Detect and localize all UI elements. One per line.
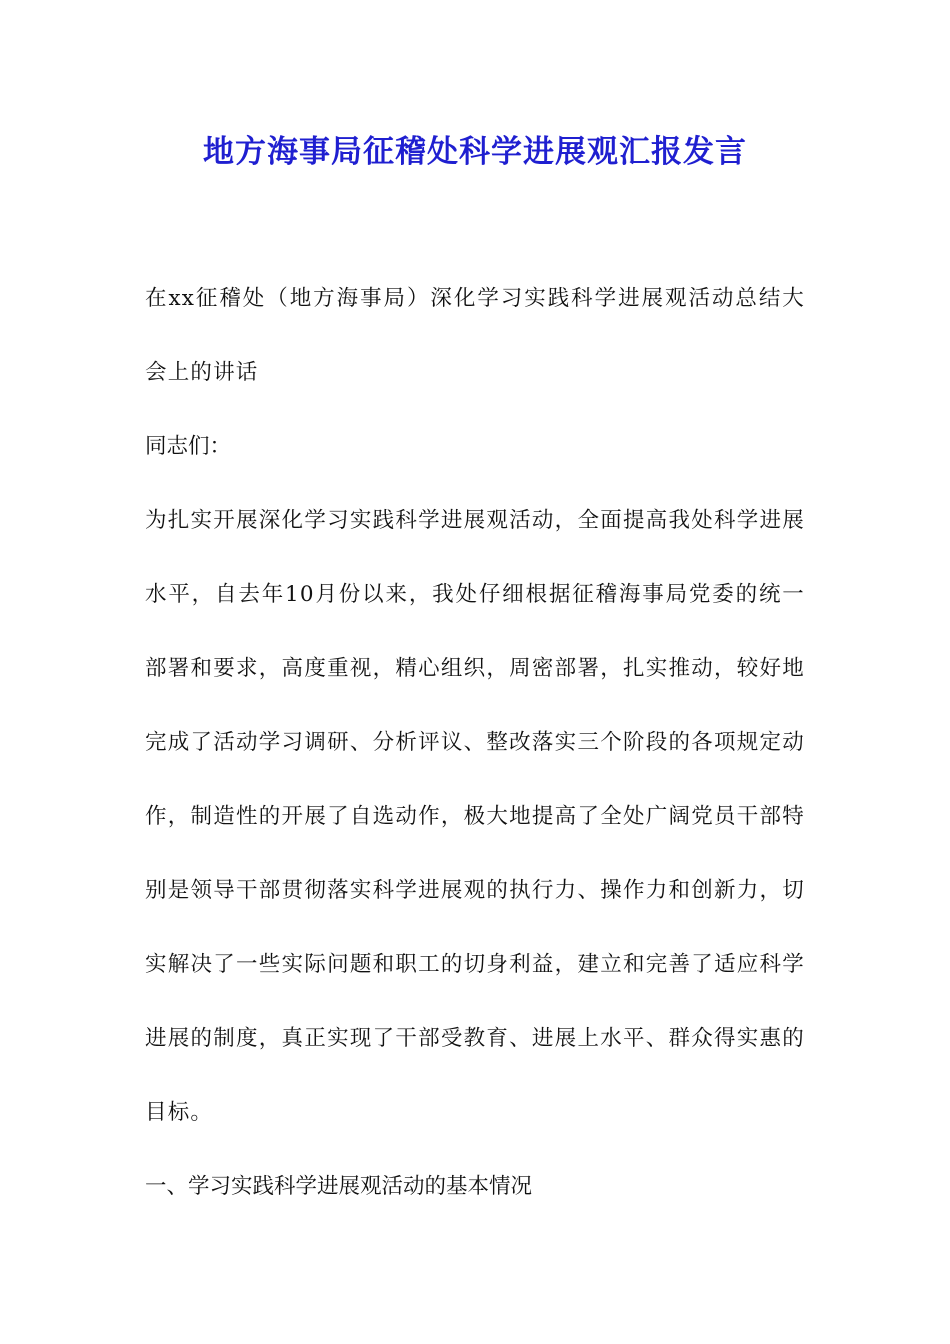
document-title: 地方海事局征稽处科学进展观汇报发言 xyxy=(203,134,747,170)
body-paragraph: 为扎实开展深化学习实践科学进展观活动，全面提高我处科学进展水平，自去年10月份以来，我处仔细根据征稽海事局党委的统一部署和要求，高度重视，精心组织，周密部署，扎实推动，较好地完成了活动学习调研、分析评议、整改落实三个阶段的各项规定动作，制造性的开展了自选动作，极大地提高了全处广阔党员干部特别是领导干部贯彻落实科学进展观的执行力、操作力和创新力，切实解决了一些实际问题和职工的切身利益，建立和完善了适应科学进展的制度，真正实现了干部受教育、进展上水平、群众得实惠的目标。 xyxy=(145,508,805,1125)
salutation: 同志们： xyxy=(145,434,232,459)
speech-subtitle: 在xx征稽处（地方海事局）深化学习实践科学进展观活动总结大会上的讲话 xyxy=(145,286,805,385)
document-body xyxy=(145,262,805,1224)
section-heading: 一、学习实践科学进展观活动的基本情况 xyxy=(145,1174,533,1199)
